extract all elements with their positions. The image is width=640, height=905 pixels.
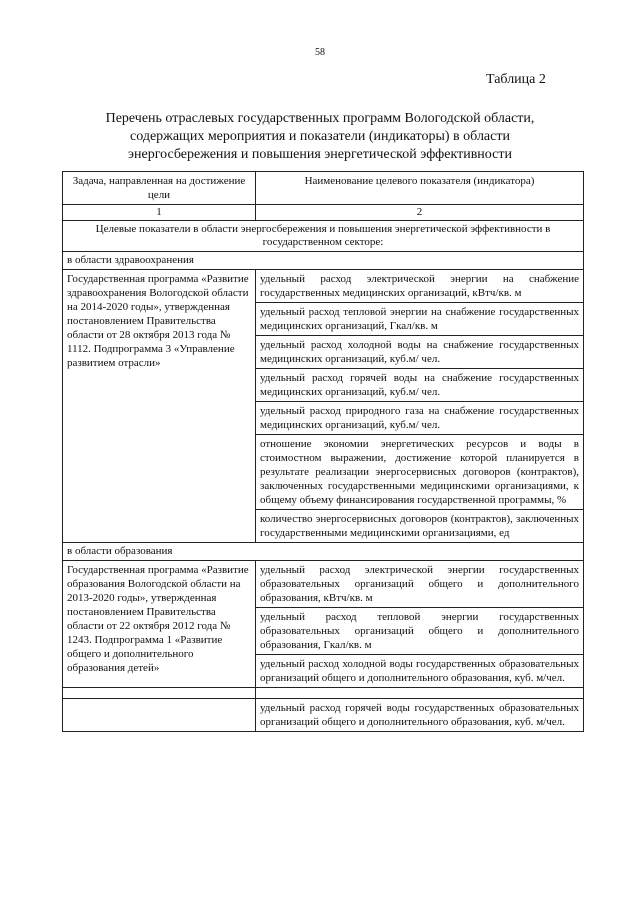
section-row <box>63 221 584 252</box>
table-row <box>63 270 584 303</box>
indicator-cell: удельный расход электрической энергии государственных образовательных организаций общего и дополнительного образования, кВтч/кв. м <box>256 561 584 608</box>
column-number-2: 2 <box>256 205 584 221</box>
indicator-cell: отношение экономии энергетических ресурсов и воды в стоимостном выражении, достижение которой планируется в результате реализации энергосервисных договоров (контрактов), заключенных государственными медицинскими организациями, к общему объему финансирования государственной программы, % <box>256 435 584 510</box>
indicator-cell: удельный расход холодной воды государственных образовательных организаций общего и дополнительного образования, куб. м/чел. <box>256 655 584 688</box>
area-row <box>63 543 584 561</box>
indicator-cell: удельный расход тепловой энергии на снабжение государственных медицинских организаций, Гкал/кв. м <box>256 303 584 336</box>
column-number-1: 1 <box>63 205 256 221</box>
indicator-cell: удельный расход природного газа на снабжение государственных медицинских организаций, куб.м/ чел. <box>256 402 584 435</box>
area-row <box>63 252 584 270</box>
section-title: Целевые показатели в области энергосбережения и повышения энергетической эффективности в государственном секторе: <box>63 221 584 252</box>
task-health: Государственная программа «Развитие здравоохранения Вологодской области на 2014-2020 годы», утвержденная постановлением Правительства области от 28 октября 2013 года № 1112. Подпрограмма 3 «Управление развитием отрасли» <box>63 270 256 543</box>
document-title: Перечень отраслевых государственных программ Вологодской области, содержащих мероприятия и показатели (индикаторы) в области энергосбережения и повышения энергетической эффективности <box>105 111 535 162</box>
indicator-cell: удельный расход электрической энергии на снабжение государственных медицинских организаций, кВтч/кв. м <box>256 270 584 303</box>
area-health: в области здравоохранения <box>63 252 584 270</box>
column-number-row <box>63 205 584 221</box>
programs-table <box>62 171 584 732</box>
indicator-cell: удельный расход горячей воды государственных образовательных организаций общего и дополнительного образования, куб. м/чел. <box>256 699 584 732</box>
table-row <box>63 699 584 732</box>
empty-task-cell <box>63 699 256 732</box>
empty-cell <box>256 688 584 699</box>
area-education: в области образования <box>63 543 584 561</box>
header-indicator: Наименование целевого показателя (индикатора) <box>256 172 584 205</box>
table-label: Таблица 2 <box>486 72 546 87</box>
table-row <box>63 561 584 608</box>
header-row <box>63 172 584 205</box>
empty-cell <box>63 688 256 699</box>
indicator-cell: количество энергосервисных договоров (контрактов), заключенных государственными медицинскими организациями, ед <box>256 510 584 543</box>
task-education: Государственная программа «Развитие образования Вологодской области на 2013-2020 годы», утвержденная постановлением Правительства области от 22 октября 2012 года № 1243. Подпрограмма 1 «Развитие общего и дополнительного образования детей» <box>63 561 256 688</box>
indicator-cell: удельный расход холодной воды на снабжение государственных медицинских организаций, куб.м/ чел. <box>256 336 584 369</box>
indicator-cell: удельный расход горячей воды на снабжение государственных медицинских организаций, куб.м/ чел. <box>256 369 584 402</box>
spacer-row <box>63 688 584 699</box>
page-number: 58 <box>315 47 325 58</box>
header-task: Задача, направленная на достижение цели <box>63 172 256 205</box>
indicator-cell: удельный расход тепловой энергии государственных образовательных организаций общего и дополнительного образования, Гкал/кв. м <box>256 608 584 655</box>
